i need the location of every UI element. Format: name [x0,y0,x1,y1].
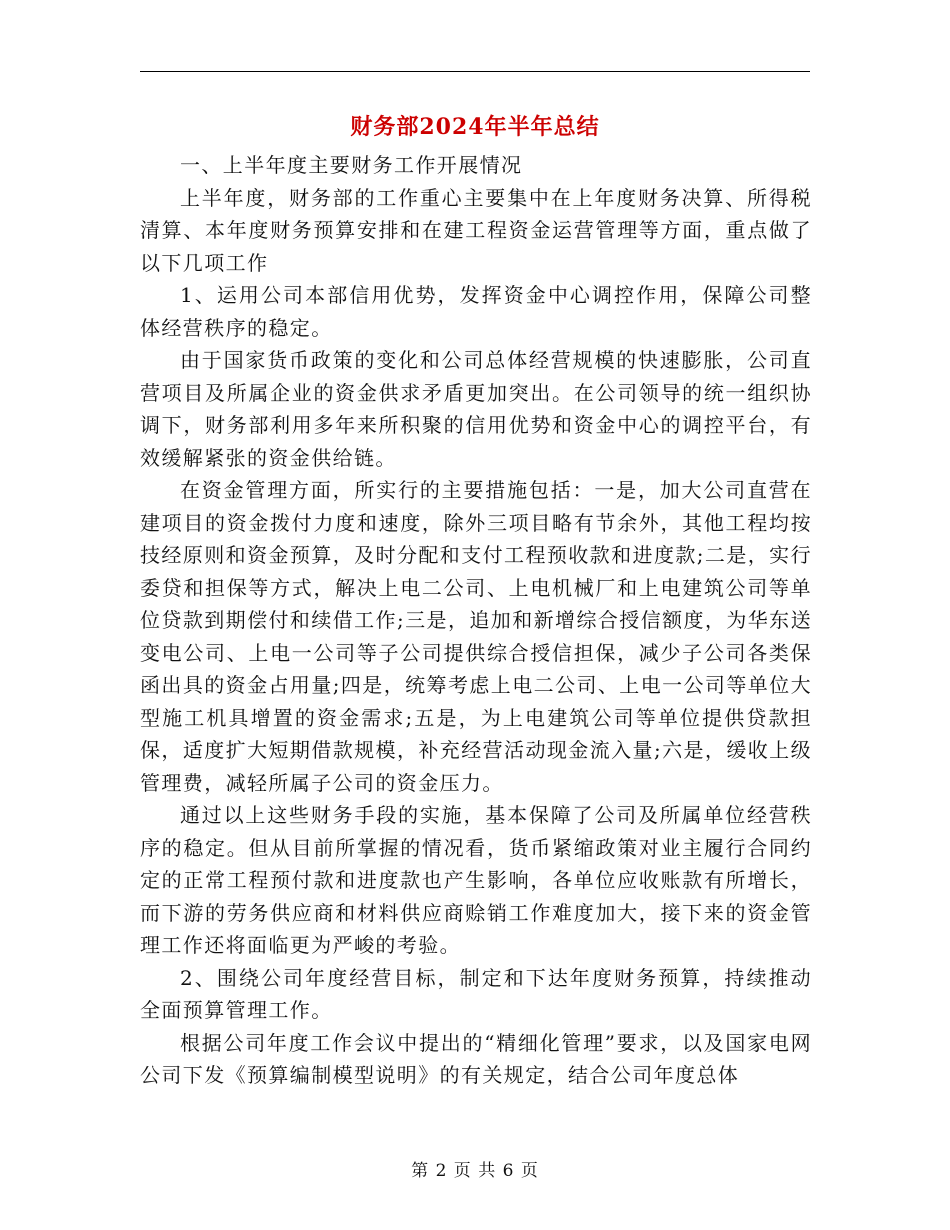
section-heading: 一、上半年度主要财务工作开展情况 [180,153,523,177]
body-paragraph: 上半年度，财务部的工作重心主要集中在上年度财务决算、所得税清算、本年度财务预算安排和在建工程资金运营管理等方面，重点做了以下几项工作 [140,185,812,275]
body-paragraph: 在资金管理方面，所实行的主要措施包括：一是，加大公司直营在建项目的资金拨付力度和速度，除外三项目略有节余外，其他工程均按技经原则和资金预算，及时分配和支付工程预收款和进度款;二是，实行委贷和担保等方式，解决上电二公司、上电机械厂和上电建筑公司等单位贷款到期偿付和续借工作;三是，追加和新增综合授信额度，为华东送变电公司、上电一公司等子公司提供综合授信担保，减少子公司各类保函出具的资金占用量;四是，统筹考虑上电二公司、上电一公司等单位大型施工机具增置的资金需求;五是，为上电建筑公司等单位提供贷款担保，适度扩大短期借款规模，补充经营活动现金流入量;六是，缓收上级管理费，减轻所属子公司的资金压力。 [140,478,812,795]
body-paragraph: 根据公司年度工作会议中提出的“精细化管理”要求，以及国家电网公司下发《预算编制模型说明》的有关规定，结合公司年度总体 [140,1030,812,1087]
item-heading: 1、运用公司本部信用优势，发挥资金中心调控作用，保障公司整体经营秩序的稳定。 [140,283,812,340]
body-paragraph: 由于国家货币政策的变化和公司总体经营规模的快速膨胀，公司直营项目及所属企业的资金供求矛盾更加突出。在公司领导的统一组织协调下，财务部利用多年来所积聚的信用优势和资金中心的调控平台，有效缓解紧张的资金供给链。 [140,348,812,470]
document-title: 财务部2024年半年总结 [350,114,600,140]
body-paragraph: 通过以上这些财务手段的实施，基本保障了公司及所属单位经营秩序的稳定。但从目前所掌握的情况看，货币紧缩政策对业主履行合同约定的正常工程预付款和进度款也产生影响，各单位应收账款有所增长，而下游的劳务供应商和材料供应商赊销工作难度加大，接下来的资金管理工作还将面临更为严峻的考验。 [140,803,812,957]
header-rule [140,71,810,72]
page-number: 第 2 页 共 6 页 [411,1161,539,1181]
item-heading: 2、围绕公司年度经营目标，制定和下达年度财务预算，持续推动全面预算管理工作。 [140,965,812,1022]
document-body [140,149,812,1092]
